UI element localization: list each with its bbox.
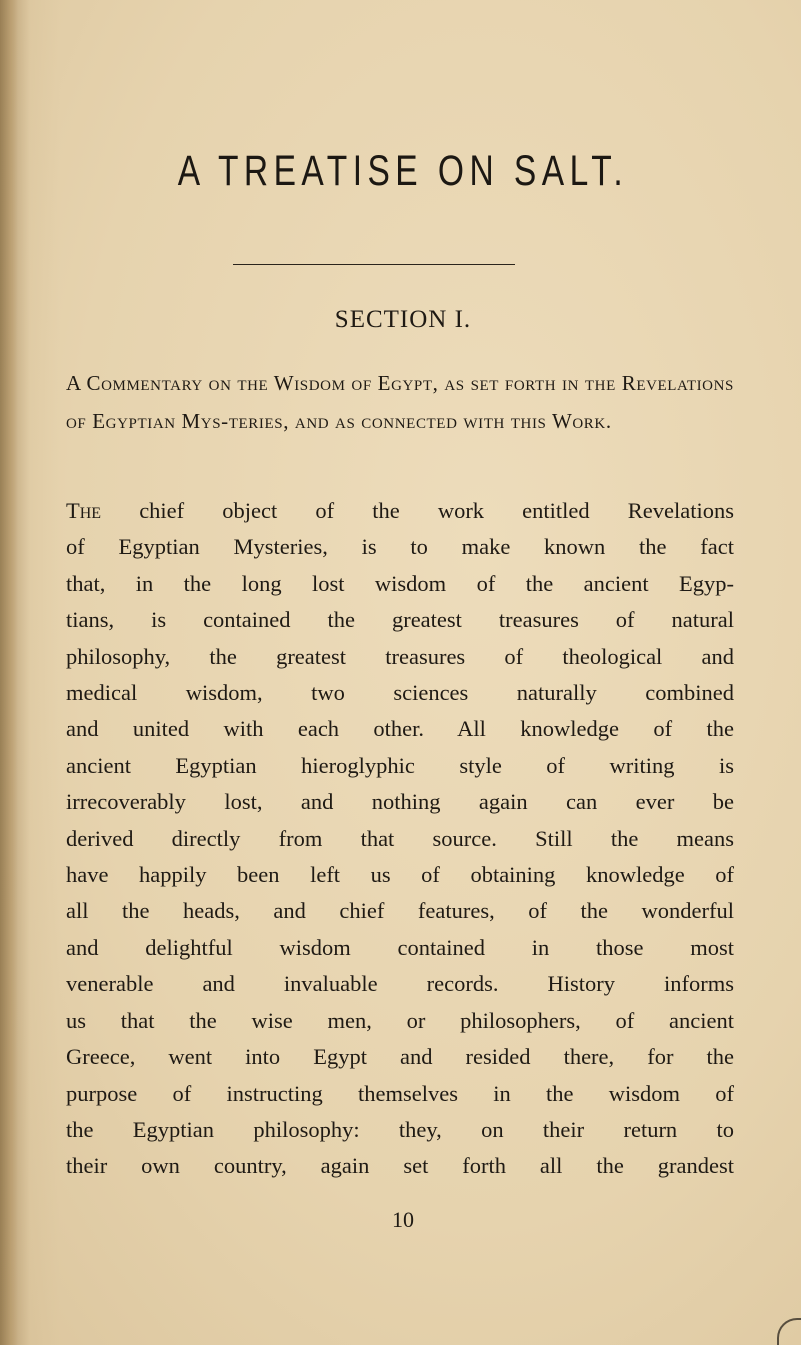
body-line: irrecoverably lost, and nothing again can ever be — [66, 789, 734, 815]
section-title: A Commentary on the Wisdom of Egypt, as set forth in the Revelations of Egyptian Mys-teries, and as connected with this Work. — [66, 371, 734, 433]
corner-curl-mark — [777, 1318, 801, 1345]
body-line: tians, is contained the greatest treasures of natural — [66, 607, 734, 633]
body-line — [66, 493, 734, 529]
body-line: and united with each other. All knowledge of the — [66, 716, 734, 742]
body-line: the Egyptian philosophy: they, on their return to — [66, 1116, 734, 1142]
body-line: their own country, again set forth all the grandest — [66, 1153, 734, 1179]
body-line: Greece, went into Egypt and resided there, for the — [66, 1044, 734, 1070]
body-text — [66, 493, 734, 1185]
body-line: have happily been left us of obtaining knowledge of — [66, 862, 734, 888]
body-line: ancient Egyptian hieroglyphic style of writing is — [66, 752, 734, 778]
lead-word: The — [66, 498, 102, 523]
body-line: venerable and invaluable records. History informs — [66, 971, 734, 997]
body-line: that, in the long lost wisdom of the ancient Egyp- — [66, 570, 734, 596]
body-line: derived directly from that source. Still the means — [66, 825, 734, 851]
body-line: and delightful wisdom contained in those most — [66, 934, 734, 960]
body-line: all the heads, and chief features, of the wonderful — [66, 898, 734, 924]
page-number: 10 — [392, 1207, 414, 1232]
running-title: A TREATISE ON SALT. — [177, 147, 629, 195]
body-line: of Egyptian Mysteries, is to make known the fact — [66, 534, 734, 560]
body-line: medical wisdom, two sciences naturally combined — [66, 680, 734, 706]
body-line: purpose of instructing themselves in the wisdom of — [66, 1080, 734, 1106]
title-rule — [233, 264, 515, 265]
body-line: philosophy, the greatest treasures of theological and — [66, 643, 734, 669]
body-line: us that the wise men, or philosophers, of ancient — [66, 1007, 734, 1033]
first-line-rest: chief object of the work entitled Revelations — [101, 498, 734, 523]
section-heading: SECTION I. — [334, 306, 472, 333]
spine-shadow — [0, 0, 18, 1345]
